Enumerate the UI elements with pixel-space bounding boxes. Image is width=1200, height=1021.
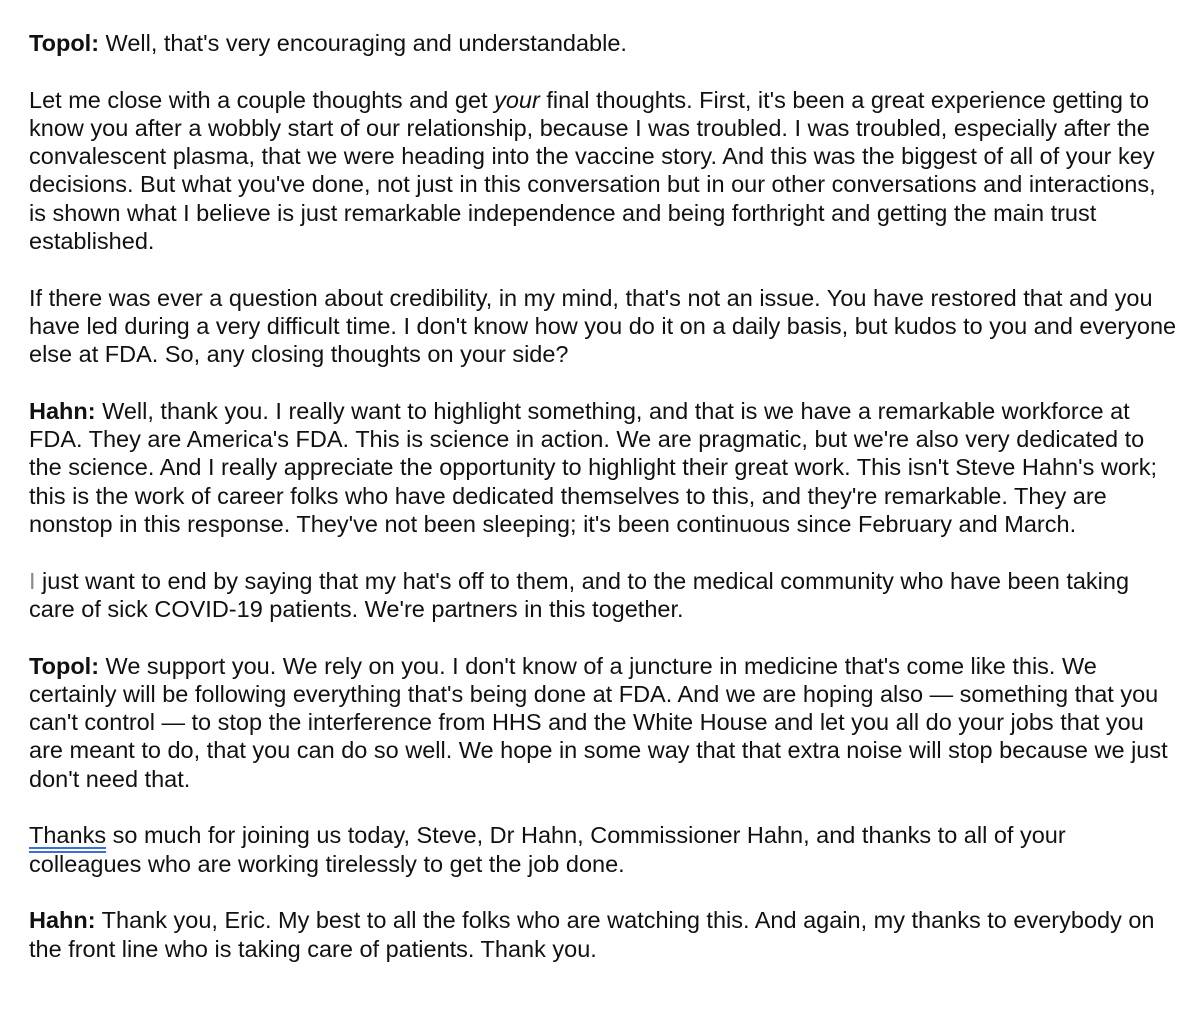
speaker-label: Hahn:: [29, 907, 96, 934]
paragraph-hahn-2: [29, 567, 1179, 624]
paragraph-topol-4: [29, 652, 1179, 793]
transcript-document: [29, 29, 1179, 963]
spellcheck-underlined-word[interactable]: Thanks: [29, 822, 107, 849]
paragraph-text: Well, that's very encouraging and understandable.: [99, 30, 627, 56]
speaker-label: Topol:: [29, 652, 100, 679]
paragraph-text: Thank you, Eric. My best to all the folks who are watching this. And again, my thanks to everybody on the front line who is taking care of patients. Thank you.: [29, 907, 1155, 962]
paragraph-text: Well, thank you. I really want to highlight something, and that is we have a remarkable workforce at FDA. They are America's FDA. This is science in action. We are pragmatic, but we're also very dedicated to the science. And I really appreciate the opportunity to highlight their great work. This isn't Steve Hahn's work; this is the work of career folks who have dedicated themselves to this, and they're remarkable. They are nonstop in this response. They've not been sleeping; it's been continuous since February and March.: [29, 397, 1157, 538]
emphasized-word: your: [494, 86, 540, 113]
paragraph-text: We support you. We rely on you. I don't know of a juncture in medicine that's come like this. We certainly will be following everything that's being done at FDA. And we are hoping also — something that you can't control — to stop the interference from HHS and the White House and let you all do your jobs that you are meant to do, that you can do so well. We hope in some way that that extra noise will stop because we just don't need that.: [29, 652, 1168, 792]
paragraph-topol-1: [29, 29, 1179, 57]
paragraph-text: just want to end by saying that my hat's off to them, and to the medical community who have been taking care of sick COVID-19 patients. We're partners in this together.: [29, 567, 1130, 622]
paragraph-text: Let me close with a couple thoughts and get: [29, 86, 495, 113]
paragraph-text: If there was ever a question about credibility, in my mind, that's not an issue. You have restored that and you have led during a very difficult time. I don't know how you do it on a daily basis, but kudos to you and everyone else at FDA. So, any closing thoughts on your side?: [29, 284, 1177, 368]
paragraph-topol-5: [29, 821, 1179, 878]
paragraph-hahn-1: [29, 397, 1179, 538]
paragraph-topol-2: [29, 86, 1179, 256]
paragraph-topol-3: [29, 284, 1179, 369]
paragraph-text: so much for joining us today, Steve, Dr Hahn, Commissioner Hahn, and thanks to all of your colleagues who are working tirelessly to get the job done.: [29, 822, 1066, 877]
speaker-label: Hahn:: [29, 397, 96, 424]
speaker-label: Topol:: [29, 30, 100, 56]
paragraph-text: final thoughts. First, it's been a great experience getting to know you after a wobbly start of our relationship, because I was troubled. I was troubled, especially after the convalescent plasma, that we were heading into the vaccine story. And this was the biggest of all of your key decisions. But what you've done, not just in this conversation but in our other conversations and interactions, is shown what I believe is just remarkable independence and being forthright and getting the main trust established.: [29, 86, 1156, 255]
paragraph-hahn-3: [29, 906, 1179, 963]
faint-first-letter: I: [29, 567, 36, 594]
